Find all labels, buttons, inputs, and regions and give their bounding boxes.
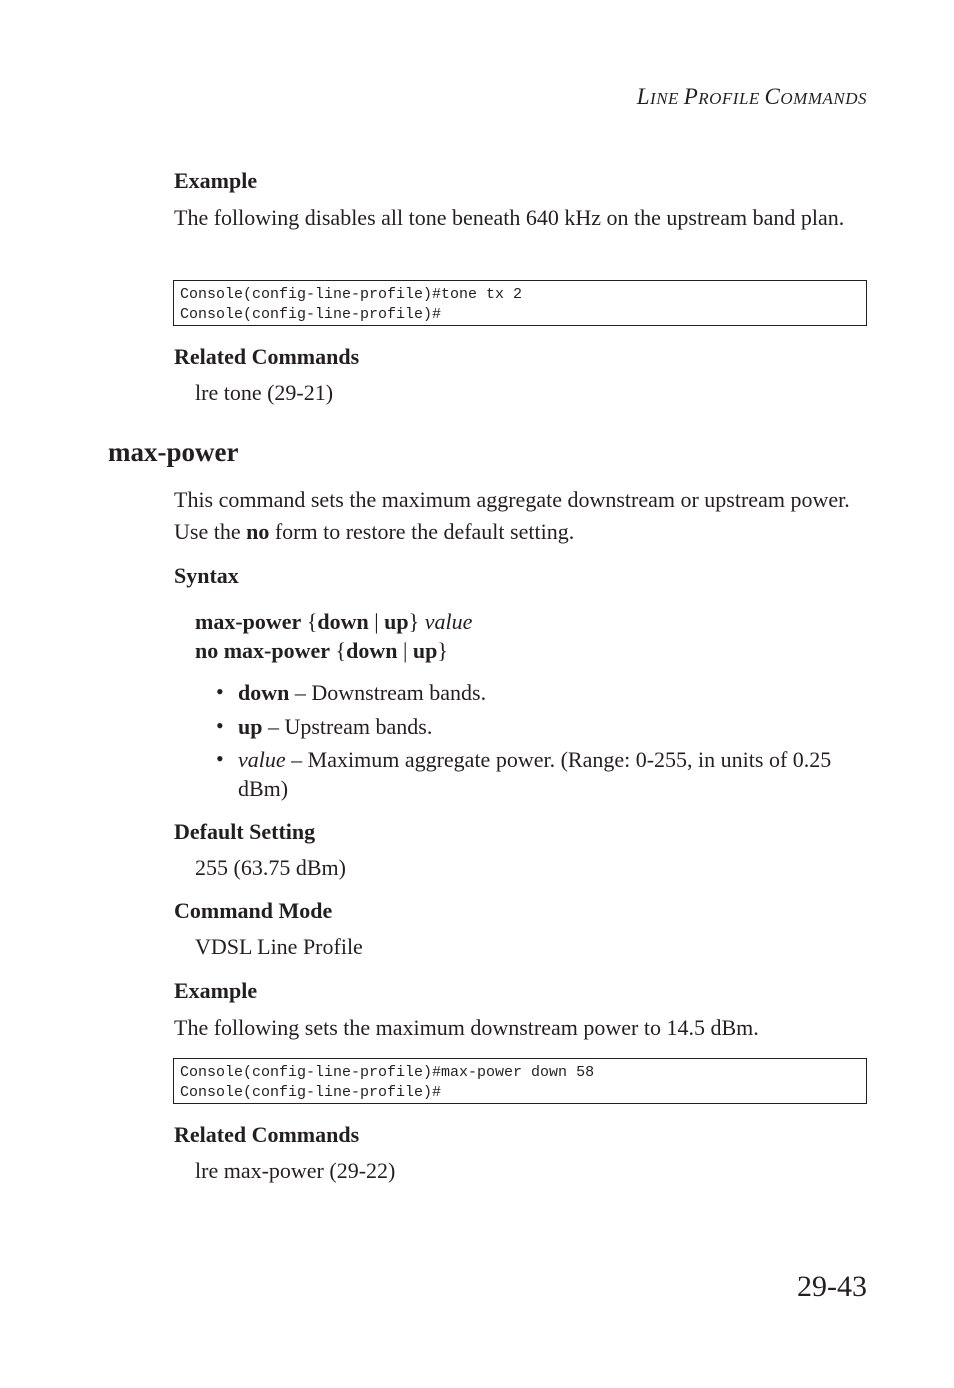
example1-text: The following disables all tone beneath 640 kHz on the upstream band plan. bbox=[174, 205, 845, 230]
param-term: down bbox=[238, 680, 290, 705]
example2-code-line: Console(config-line-profile)# bbox=[180, 1084, 442, 1101]
bullet-icon: • bbox=[216, 746, 224, 771]
desc-before: This command sets the maximum aggregate downstream or upstream power. Use the bbox=[174, 487, 850, 544]
desc-after: form to restore the default setting. bbox=[269, 519, 575, 544]
param-desc: – Downstream bands. bbox=[289, 680, 487, 705]
brace-open: { bbox=[330, 638, 347, 663]
example2-text: The following sets the maximum downstream power to 14.5 dBm. bbox=[174, 1015, 759, 1040]
header-cap-c: C bbox=[764, 84, 781, 109]
default-text: 255 (63.75 dBm) bbox=[195, 855, 346, 880]
example1-code-line: Console(config-line-profile)# bbox=[180, 306, 442, 323]
syntax-arg-value: value bbox=[424, 609, 473, 634]
param-term: up bbox=[238, 714, 263, 739]
example1-code-line: Console(config-line-profile)#tone tx 2 bbox=[180, 286, 523, 303]
brace-close: } bbox=[437, 638, 448, 663]
syntax-opt-up: up bbox=[384, 609, 409, 634]
example1-code-block bbox=[173, 280, 867, 326]
running-header bbox=[637, 84, 867, 110]
param-item-value bbox=[238, 745, 838, 803]
example2-heading: Example bbox=[174, 978, 258, 1003]
syntax-cmd: max-power bbox=[195, 609, 302, 634]
related1-text: lre tone (29-21) bbox=[195, 380, 334, 405]
related2-heading: Related Commands bbox=[174, 1122, 360, 1147]
default-heading: Default Setting bbox=[174, 819, 316, 844]
pipe-separator: | bbox=[397, 638, 413, 663]
syntax-line-2 bbox=[195, 638, 448, 664]
related2-text: lre max-power (29-22) bbox=[195, 1158, 396, 1183]
section-title: max-power bbox=[108, 437, 239, 467]
page-number: 29-43 bbox=[797, 1270, 867, 1303]
syntax-line-1 bbox=[195, 609, 472, 635]
syntax-opt-down: down bbox=[317, 609, 369, 634]
example1-heading: Example bbox=[174, 168, 258, 193]
related1-heading: Related Commands bbox=[174, 344, 360, 369]
param-desc: – Upstream bands. bbox=[262, 714, 433, 739]
param-item-down bbox=[238, 678, 838, 707]
desc-bold-no: no bbox=[246, 519, 270, 544]
syntax-opt-up: up bbox=[412, 638, 438, 663]
param-desc: – Maximum aggregate power. (Range: 0-255, in units of 0.25 dBm) bbox=[238, 747, 832, 801]
example2-code-block bbox=[173, 1058, 867, 1104]
header-small-rofile: ROFILE bbox=[698, 89, 765, 108]
syntax-heading: Syntax bbox=[174, 563, 239, 588]
mode-text: VDSL Line Profile bbox=[195, 934, 363, 959]
syntax-opt-down: down bbox=[346, 638, 398, 663]
header-small-ommands: OMMANDS bbox=[780, 89, 867, 108]
param-term: value bbox=[238, 747, 286, 772]
header-cap-l: L bbox=[636, 84, 651, 109]
example2-code-line: Console(config-line-profile)#max-power down 58 bbox=[180, 1064, 595, 1081]
bullet-icon: • bbox=[216, 713, 224, 738]
header-small-ine: INE bbox=[650, 89, 684, 108]
param-item-up bbox=[238, 712, 838, 741]
section-description bbox=[174, 484, 854, 548]
header-cap-p: P bbox=[683, 84, 699, 109]
pipe-separator: | bbox=[368, 609, 385, 634]
syntax-no-cmd: no max-power bbox=[195, 638, 331, 663]
brace-open: { bbox=[301, 609, 318, 634]
bullet-icon: • bbox=[216, 679, 224, 704]
mode-heading: Command Mode bbox=[174, 898, 333, 923]
brace-close: } bbox=[408, 609, 425, 634]
